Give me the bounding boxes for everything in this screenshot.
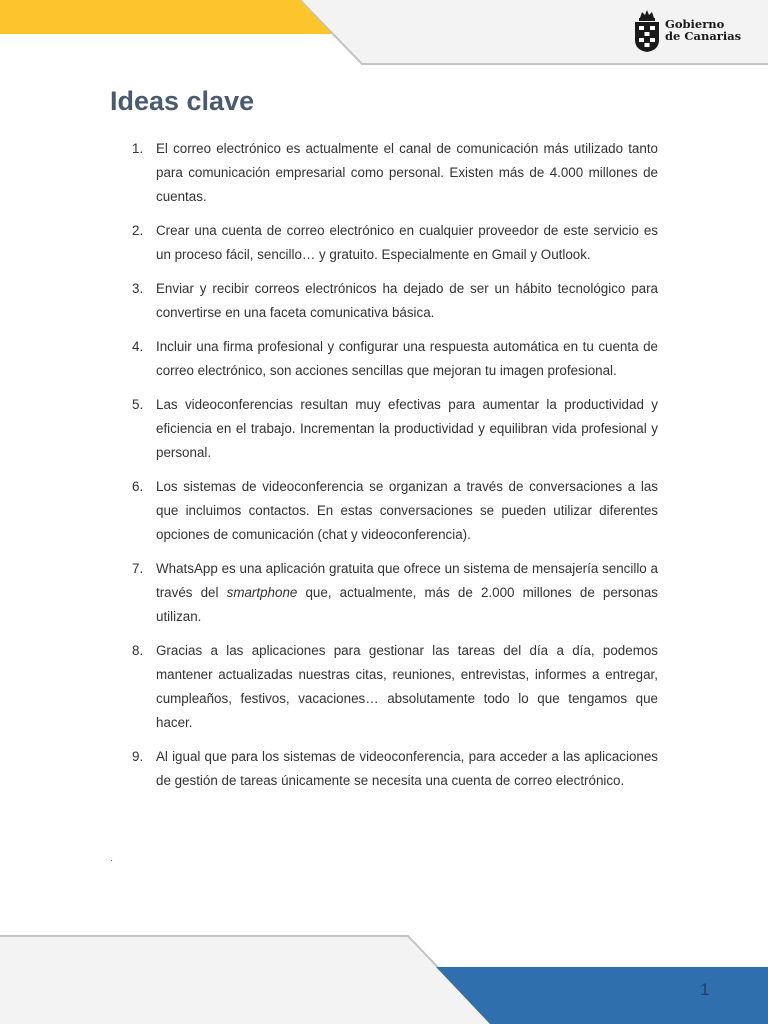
- list-item: [110, 475, 658, 547]
- list-item-number: 2.: [132, 223, 144, 238]
- logo-text: [665, 18, 741, 42]
- list-item-number: 5.: [132, 397, 144, 412]
- page-number: 1: [700, 980, 710, 999]
- footer-gray-band: [0, 936, 492, 1024]
- footer-blue-band: [436, 967, 768, 1024]
- list-item-text: Las videoconferencias resultan muy efectivas para aumentar la productividad y eficiencia en el trabajo. Incrementan la productividad y equilibran vida profesional y personal.: [156, 397, 658, 460]
- list-item-number: 4.: [132, 339, 144, 354]
- list-item: [110, 745, 658, 793]
- list-item-number: 1.: [132, 141, 144, 156]
- gobierno-logo: [634, 8, 741, 52]
- list-item: [110, 277, 658, 325]
- list-item-text: Al igual que para los sistemas de videoconferencia, para acceder a las aplicaciones de gestión de tareas únicamente se necesita una cuenta de correo electrónico.: [156, 749, 658, 788]
- list-item-text-end: que, actualmente, más de 2.000 millones de personas utilizan.: [156, 585, 658, 624]
- list-item-text: Crear una cuenta de correo electrónico en cualquier proveedor de este servicio es un proceso fácil, sencillo… y gratuito. Especialmente en Gmail y Outlook.: [156, 223, 658, 262]
- coat-of-arms-icon: [634, 8, 660, 52]
- key-ideas-list: [110, 137, 658, 803]
- list-item-text: Gracias a las aplicaciones para gestionar las tareas del día a día, podemos mantener actualizadas nuestras citas, reuniones, entrevistas, informes a entregar, cumpleaños, festivos, vacaciones… absolutamente todo lo que tengamos que hacer.: [156, 643, 658, 730]
- logo-line-1: Gobierno: [665, 17, 725, 31]
- list-item: [110, 639, 658, 735]
- list-item: [110, 219, 658, 267]
- list-item-text: Incluir una firma profesional y configurar una respuesta automática en tu cuenta de correo electrónico, son acciones sencillas que mejoran tu imagen profesional.: [156, 339, 658, 378]
- logo-line-2: de Canarias: [665, 29, 742, 43]
- list-item-number: 7.: [132, 561, 144, 576]
- list-item-text: El correo electrónico es actualmente el canal de comunicación más utilizado tanto para comunicación empresarial como personal. Existen más de 4.000 millones de cuentas.: [156, 141, 658, 204]
- list-item: [110, 335, 658, 383]
- list-item-number: 3.: [132, 281, 144, 296]
- trailing-dot: .: [110, 852, 114, 864]
- list-item-number: 8.: [132, 643, 144, 658]
- list-item: [110, 393, 658, 465]
- list-item-text: Enviar y recibir correos electrónicos ha dejado de ser un hábito tecnológico para convertirse en una faceta comunicativa básica.: [156, 281, 658, 320]
- header-yellow-band: [0, 0, 332, 34]
- list-item-number: 6.: [132, 479, 144, 494]
- list-item-emphasis: smartphone: [226, 585, 298, 600]
- list-item: [110, 557, 658, 629]
- page-title: Ideas clave: [110, 86, 255, 116]
- list-item-text: Los sistemas de videoconferencia se organizan a través de conversaciones a las que incluimos contactos. En estas conversaciones se pueden utilizar diferentes opciones de comunicación (chat y videoconferencia).: [156, 479, 658, 542]
- list-item-text-start: WhatsApp es una aplicación gratuita que ofrece un sistema de mensajería sencillo a través del: [156, 561, 658, 600]
- list-item: [110, 137, 658, 209]
- list-item-number: 9.: [132, 749, 144, 764]
